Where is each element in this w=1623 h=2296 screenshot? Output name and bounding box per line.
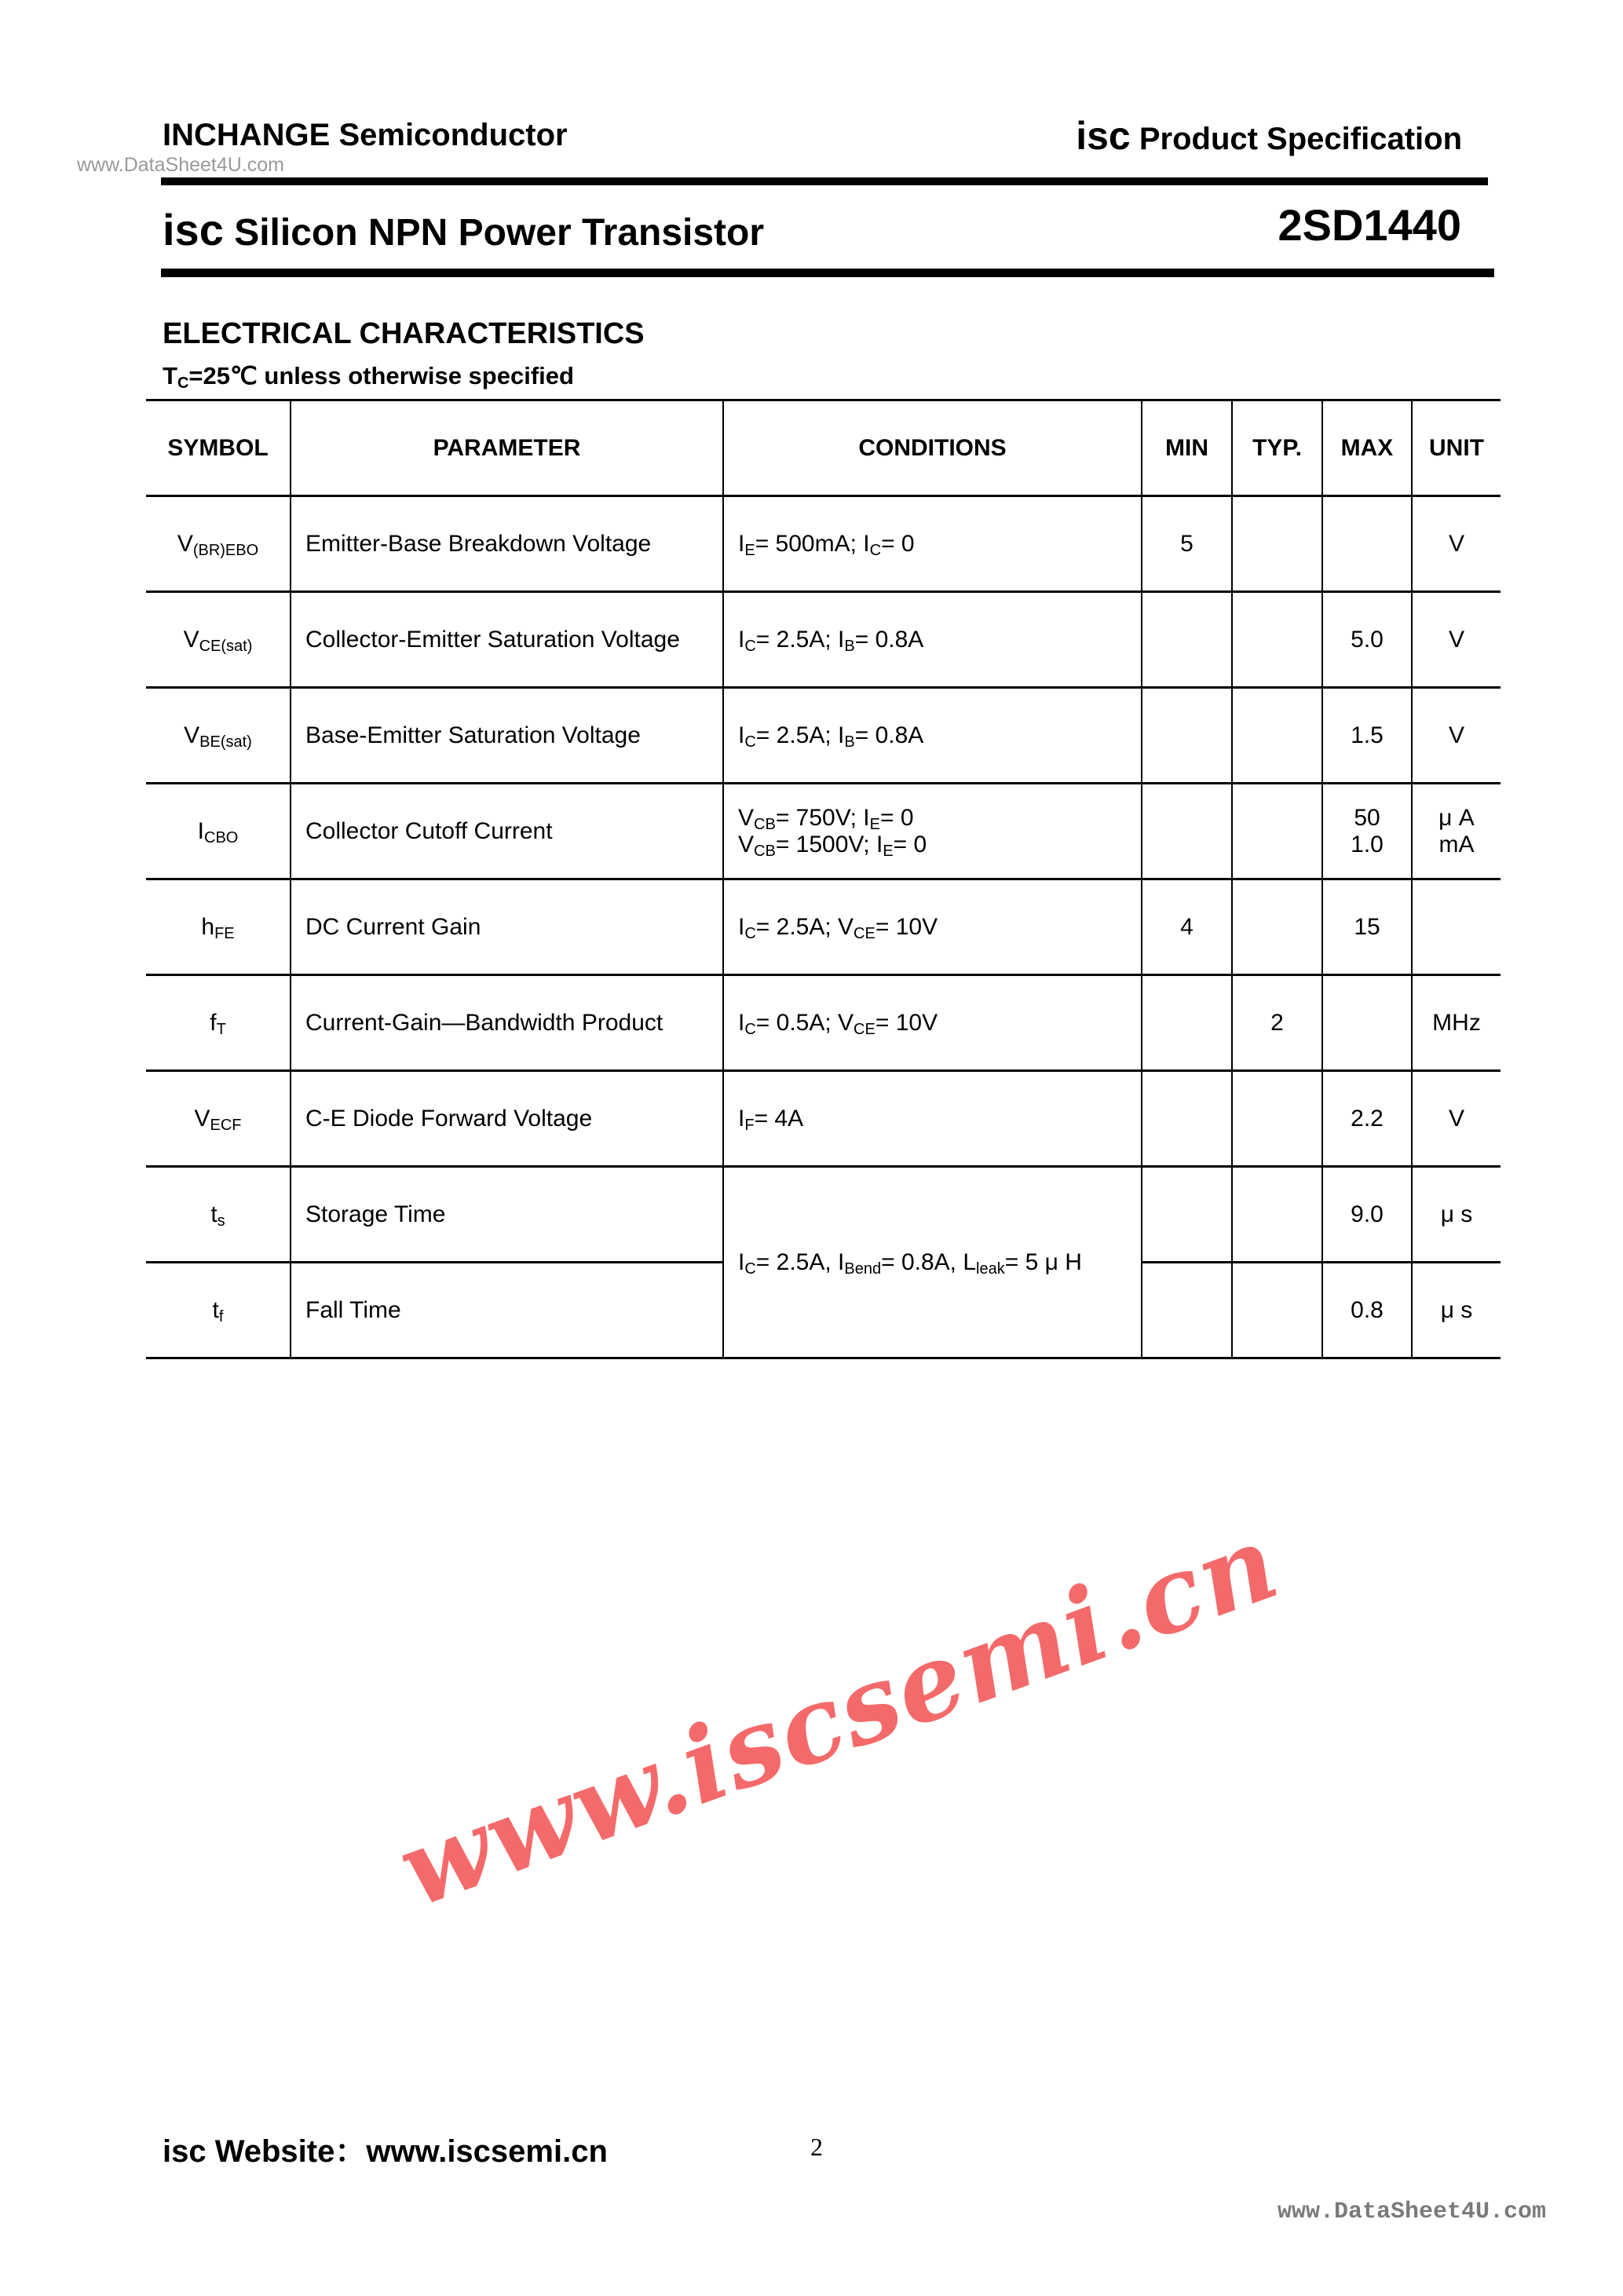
subscript: E <box>869 815 880 833</box>
column-header-conditions: CONDITIONS <box>723 400 1142 496</box>
text-segment: = 2.5A; I <box>755 722 845 748</box>
typ-cell <box>1232 496 1322 592</box>
title-text: Silicon NPN Power Transistor <box>234 212 765 254</box>
conditions-cell <box>723 975 1142 1071</box>
subscript: C <box>744 733 756 751</box>
text-segment: I <box>738 913 745 940</box>
text-segment: = 0 <box>893 831 927 857</box>
text-segment: = 0.8A <box>854 626 924 653</box>
spec-label: Product Specification <box>1139 122 1462 156</box>
unit-cell <box>1412 688 1501 784</box>
symbol-cell <box>146 879 291 975</box>
text-segment: V <box>183 626 199 653</box>
parameter-cell: Collector-Emitter Saturation Voltage <box>291 592 723 688</box>
max-cell <box>1322 1071 1412 1167</box>
subscript: CB <box>754 815 776 833</box>
section-heading: ELECTRICAL CHARACTERISTICS <box>163 317 645 350</box>
max-cell <box>1322 1167 1412 1263</box>
unit-value: mA <box>1438 831 1475 857</box>
column-header-min: MIN <box>1142 400 1232 496</box>
unit-cell <box>1412 879 1501 975</box>
text-segment: V <box>738 804 755 831</box>
max-cell <box>1322 688 1412 784</box>
subscript: F <box>744 1116 755 1134</box>
min-cell <box>1142 975 1232 1071</box>
parameter-cell: Fall Time <box>291 1263 723 1358</box>
text-segment: f <box>210 1009 217 1036</box>
company-name: INCHANGE Semiconductor <box>163 118 568 152</box>
condition-line <box>738 832 1141 858</box>
text-segment: = 10V <box>875 1009 938 1036</box>
unit-cell <box>1412 784 1501 879</box>
text-segment: = 2.5A, I <box>755 1249 845 1275</box>
unit-value: V <box>1448 722 1464 748</box>
unit-value: MHz <box>1432 1009 1481 1036</box>
page-number: 2 <box>810 2133 823 2161</box>
unit-cell <box>1412 975 1501 1071</box>
unit-cell <box>1412 496 1501 592</box>
max-cell <box>1322 1263 1412 1358</box>
parameter-cell: Collector Cutoff Current <box>291 784 723 879</box>
subscript: B <box>844 637 855 655</box>
text-segment: I <box>738 1249 745 1275</box>
conditions-cell <box>723 592 1142 688</box>
condition-line <box>738 1249 1141 1276</box>
min-cell <box>1142 1263 1232 1358</box>
part-number: 2SD1440 <box>1278 200 1461 250</box>
table-row <box>146 879 1501 975</box>
subscript: C <box>744 924 756 942</box>
text-segment: = 2.5A; I <box>755 626 845 653</box>
parameter-cell: C-E Diode Forward Voltage <box>291 1071 723 1167</box>
text-segment: = 0 <box>881 530 915 557</box>
subscript: BE(sat) <box>199 733 252 751</box>
unit-value: V <box>1448 530 1464 557</box>
symbol-cell <box>146 1263 291 1358</box>
text-segment: I <box>197 817 204 844</box>
subscript: FE <box>214 924 235 942</box>
footer-website: isc Website：www.iscsemi.cn <box>163 2134 608 2169</box>
text-segment: = 2.5A; V <box>755 913 854 940</box>
datasheet-watermark-top: www.DataSheet4U.com <box>77 154 285 176</box>
max-value: 1.0 <box>1351 831 1384 857</box>
table-row <box>146 688 1501 784</box>
cond-rest: =25℃ unless otherwise specified <box>188 362 574 389</box>
unit-cell <box>1412 592 1501 688</box>
text-segment: V <box>184 722 200 748</box>
symbol-cell <box>146 592 291 688</box>
text-segment: I <box>738 1105 745 1132</box>
max-value: 5.0 <box>1351 626 1384 653</box>
min-cell <box>1142 496 1232 592</box>
text-segment: = 4A <box>754 1105 804 1132</box>
subscript: C <box>744 1020 756 1038</box>
symbol-cell <box>146 1071 291 1167</box>
title-rule <box>161 269 1494 277</box>
subscript: (BR)EBO <box>192 541 259 559</box>
typ-cell <box>1232 1167 1322 1263</box>
unit-cell <box>1412 1071 1501 1167</box>
min-cell <box>1142 784 1232 879</box>
column-header-typ: TYP. <box>1232 400 1322 496</box>
iscsemi-watermark: www.iscsemi.cn <box>383 1501 1294 1932</box>
min-cell <box>1142 879 1232 975</box>
subscript: ECF <box>210 1116 242 1134</box>
table-row <box>146 784 1501 879</box>
max-cell <box>1322 496 1412 592</box>
parameter-cell: Storage Time <box>291 1167 723 1263</box>
text-segment: V <box>177 530 193 557</box>
cond-sub: C <box>177 375 189 392</box>
max-value: 1.5 <box>1351 722 1384 748</box>
column-header-unit: UNIT <box>1412 400 1501 496</box>
typ-cell <box>1232 1263 1322 1358</box>
parameter-cell: Base-Emitter Saturation Voltage <box>291 688 723 784</box>
typ-cell <box>1232 688 1322 784</box>
subscript: E <box>744 541 755 559</box>
max-value: 50 <box>1354 804 1380 831</box>
text-segment: = 0 <box>879 804 914 831</box>
unit-cell <box>1412 1263 1501 1358</box>
subscript: CE <box>854 924 875 942</box>
parameter-cell: DC Current Gain <box>291 879 723 975</box>
max-cell <box>1322 879 1412 975</box>
symbol-cell <box>146 975 291 1071</box>
conditions-cell <box>723 879 1142 975</box>
column-header-parameter: PARAMETER <box>291 400 723 496</box>
symbol-cell <box>146 1167 291 1263</box>
max-value: 0.8 <box>1351 1296 1384 1323</box>
min-cell <box>1142 592 1232 688</box>
text-segment: = 500mA; I <box>755 530 870 557</box>
typ-cell <box>1232 975 1322 1071</box>
spec-prefix: isc <box>1076 114 1131 158</box>
unit-cell <box>1412 1167 1501 1263</box>
subscript: CB <box>754 842 776 860</box>
typ-cell <box>1232 879 1322 975</box>
max-cell <box>1322 592 1412 688</box>
condition-line <box>738 1010 1141 1036</box>
symbol-cell <box>146 784 291 879</box>
text-segment: I <box>738 530 745 557</box>
text-segment: V <box>194 1105 210 1132</box>
text-segment: = 10V <box>875 913 938 940</box>
subscript: CE <box>854 1020 875 1038</box>
title-prefix: isc <box>163 205 224 254</box>
typ-cell <box>1232 592 1322 688</box>
conditions-cell <box>723 688 1142 784</box>
parameter-cell: Emitter-Base Breakdown Voltage <box>291 496 723 592</box>
condition-line <box>738 531 1141 558</box>
min-cell <box>1142 688 1232 784</box>
spec-heading <box>1076 115 1462 158</box>
condition-line <box>738 627 1141 653</box>
unit-value: μ s <box>1440 1201 1473 1227</box>
conditions-cell <box>723 784 1142 879</box>
unit-value: V <box>1448 1105 1464 1132</box>
text-segment: t <box>212 1296 219 1323</box>
text-segment: = 1500V; I <box>775 831 883 857</box>
condition-line <box>738 805 1141 832</box>
text-segment: I <box>738 626 745 653</box>
text-segment: I <box>738 722 745 748</box>
typ-value: 2 <box>1270 1009 1284 1036</box>
parameter-cell: Current-Gain—Bandwidth Product <box>291 975 723 1071</box>
text-segment: = 750V; I <box>775 804 870 831</box>
symbol-cell <box>146 688 291 784</box>
condition-line <box>738 1106 1141 1132</box>
subscript: CBO <box>204 828 239 846</box>
conditions-cell <box>723 1167 1142 1358</box>
subscript: C <box>744 637 756 655</box>
unit-value: μ A <box>1438 804 1475 831</box>
table-row <box>146 975 1501 1071</box>
min-cell <box>1142 1071 1232 1167</box>
unit-value: V <box>1448 626 1464 653</box>
symbol-cell <box>146 496 291 592</box>
subscript: T <box>216 1020 226 1038</box>
table-header-row <box>146 400 1501 496</box>
table-row <box>146 1071 1501 1167</box>
subscript: C <box>744 1260 756 1278</box>
text-segment: t <box>210 1201 217 1227</box>
condition-line <box>738 722 1141 749</box>
unit-value: μ s <box>1440 1296 1473 1323</box>
conditions-cell <box>723 496 1142 592</box>
column-header-symbol: SYMBOL <box>146 400 291 496</box>
min-value: 4 <box>1180 913 1193 940</box>
table-row <box>146 592 1501 688</box>
page-title <box>163 206 764 254</box>
text-segment: V <box>738 831 755 857</box>
subscript: B <box>844 733 855 751</box>
max-value: 2.2 <box>1351 1105 1384 1132</box>
header-rule <box>161 177 1488 185</box>
min-value: 5 <box>1180 530 1193 557</box>
subscript: Bend <box>844 1260 882 1278</box>
min-cell <box>1142 1167 1232 1263</box>
text-segment: I <box>738 1009 745 1036</box>
text-segment: = 0.5A; V <box>755 1009 854 1036</box>
conditions-cell <box>723 1071 1142 1167</box>
subscript: E <box>883 842 894 860</box>
column-header-max: MAX <box>1322 400 1412 496</box>
subscript: CE(sat) <box>199 637 253 655</box>
condition-line <box>738 914 1141 941</box>
cond-base: T <box>163 362 177 389</box>
max-value: 15 <box>1354 913 1380 940</box>
max-cell <box>1322 784 1412 879</box>
table-row <box>146 496 1501 592</box>
text-segment: = 0.8A, L <box>881 1249 977 1275</box>
subscript: f <box>218 1307 224 1325</box>
max-value: 9.0 <box>1351 1201 1384 1227</box>
subscript: leak <box>976 1260 1005 1278</box>
text-segment: = 0.8A <box>854 722 924 748</box>
text-segment: = 5 μ H <box>1004 1249 1082 1275</box>
datasheet-watermark-bottom: www.DataSheet4U.com <box>1278 2199 1547 2225</box>
typ-cell <box>1232 784 1322 879</box>
max-cell <box>1322 975 1412 1071</box>
table-row <box>146 1167 1501 1263</box>
typ-cell <box>1232 1071 1322 1167</box>
text-segment: h <box>201 913 215 940</box>
electrical-characteristics-table <box>146 399 1501 1359</box>
test-condition-note <box>163 362 574 392</box>
subscript: s <box>217 1212 225 1230</box>
subscript: C <box>869 541 882 559</box>
